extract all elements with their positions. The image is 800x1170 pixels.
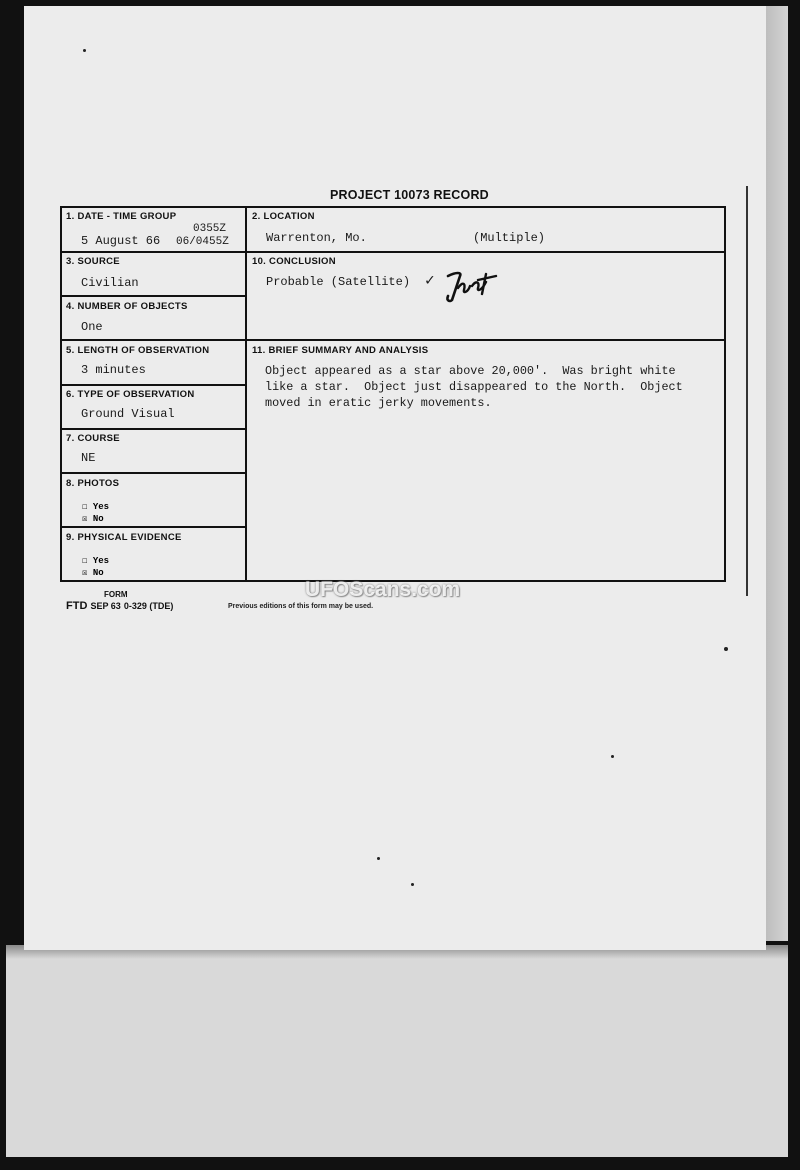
footer-previous-editions: Previous editions of this form may be used. (228, 603, 374, 610)
course-value: NE (81, 451, 96, 465)
physical-evidence-label: 9. PHYSICAL EVIDENCE (66, 532, 182, 543)
scan-speck (83, 49, 86, 52)
summary-line: moved in eratic jerky movements. (265, 396, 492, 410)
summary-label: 11. BRIEF SUMMARY AND ANALYSIS (252, 345, 429, 356)
location-label: 2. LOCATION (252, 211, 315, 222)
source-label: 3. SOURCE (66, 256, 120, 267)
row-divider (60, 384, 247, 386)
scan-speck (411, 883, 414, 886)
lower-page-sheet (6, 945, 788, 1157)
footer-form-date: SEP 63 (90, 601, 121, 611)
row-divider (60, 295, 247, 297)
photos-no-option (82, 514, 104, 524)
scan-speck (746, 186, 748, 596)
page-edge (766, 6, 788, 941)
time-value-1: 0355Z (193, 223, 227, 235)
footer-form-word: FORM (104, 590, 128, 599)
type-of-observation-label: 6. TYPE OF OBSERVATION (66, 389, 195, 400)
photos-label: 8. PHOTOS (66, 478, 120, 489)
evidence-yes-checkbox: ☐ (82, 556, 88, 566)
handwritten-initials (442, 268, 502, 304)
scan-speck (377, 857, 380, 860)
row-divider (60, 472, 247, 474)
source-value: Civilian (81, 276, 139, 290)
scan-speck (611, 755, 614, 758)
number-of-objects-value: One (81, 320, 103, 334)
summary-line: Object appeared as a star above 20,000'. Was bright white (265, 364, 676, 378)
conclusion-value: Probable (Satellite) (266, 275, 411, 289)
scan-speck (724, 647, 728, 651)
form-title: PROJECT 10073 RECORD (330, 188, 489, 202)
footer-form-number: 0-329 (TDE) (123, 601, 174, 611)
row-divider (60, 428, 247, 430)
location-value: Warrenton, Mo. (266, 231, 367, 245)
row-divider (60, 251, 726, 253)
summary-line: like a star. Object just disappeared to the North. Object (265, 380, 683, 394)
photos-yes-label: Yes (92, 502, 110, 512)
length-of-observation-label: 5. LENGTH OF OBSERVATION (66, 345, 210, 356)
evidence-yes-option (82, 556, 109, 566)
watermark: UFOScans.com (305, 578, 461, 601)
summary-text (265, 363, 710, 411)
evidence-no-label: No (92, 568, 104, 578)
type-of-observation-value: Ground Visual (81, 407, 175, 421)
photos-yes-checkbox: ☐ (82, 502, 88, 512)
footer-ftd: FTD (66, 600, 88, 612)
row-divider (60, 339, 726, 341)
date-time-label: 1. DATE - TIME GROUP (66, 211, 177, 222)
photos-no-label: No (92, 514, 104, 524)
conclusion-label: 10. CONCLUSION (252, 256, 336, 267)
number-of-objects-label: 4. NUMBER OF OBJECTS (66, 301, 188, 312)
conclusion-checkmark: ✓ (425, 272, 435, 290)
evidence-no-option (82, 568, 104, 578)
row-divider (60, 526, 247, 528)
footer-form-id (66, 600, 173, 612)
date-value: 5 August 66 (81, 234, 161, 248)
time-value-2: 06/0455Z (176, 236, 229, 248)
evidence-yes-label: Yes (92, 556, 110, 566)
photos-yes-option (82, 502, 109, 512)
location-note: (Multiple) (473, 231, 546, 245)
photos-no-checkbox: ☒ (82, 514, 88, 524)
course-label: 7. COURSE (66, 433, 120, 444)
evidence-no-checkbox: ☒ (82, 568, 88, 578)
length-of-observation-value: 3 minutes (81, 363, 146, 377)
